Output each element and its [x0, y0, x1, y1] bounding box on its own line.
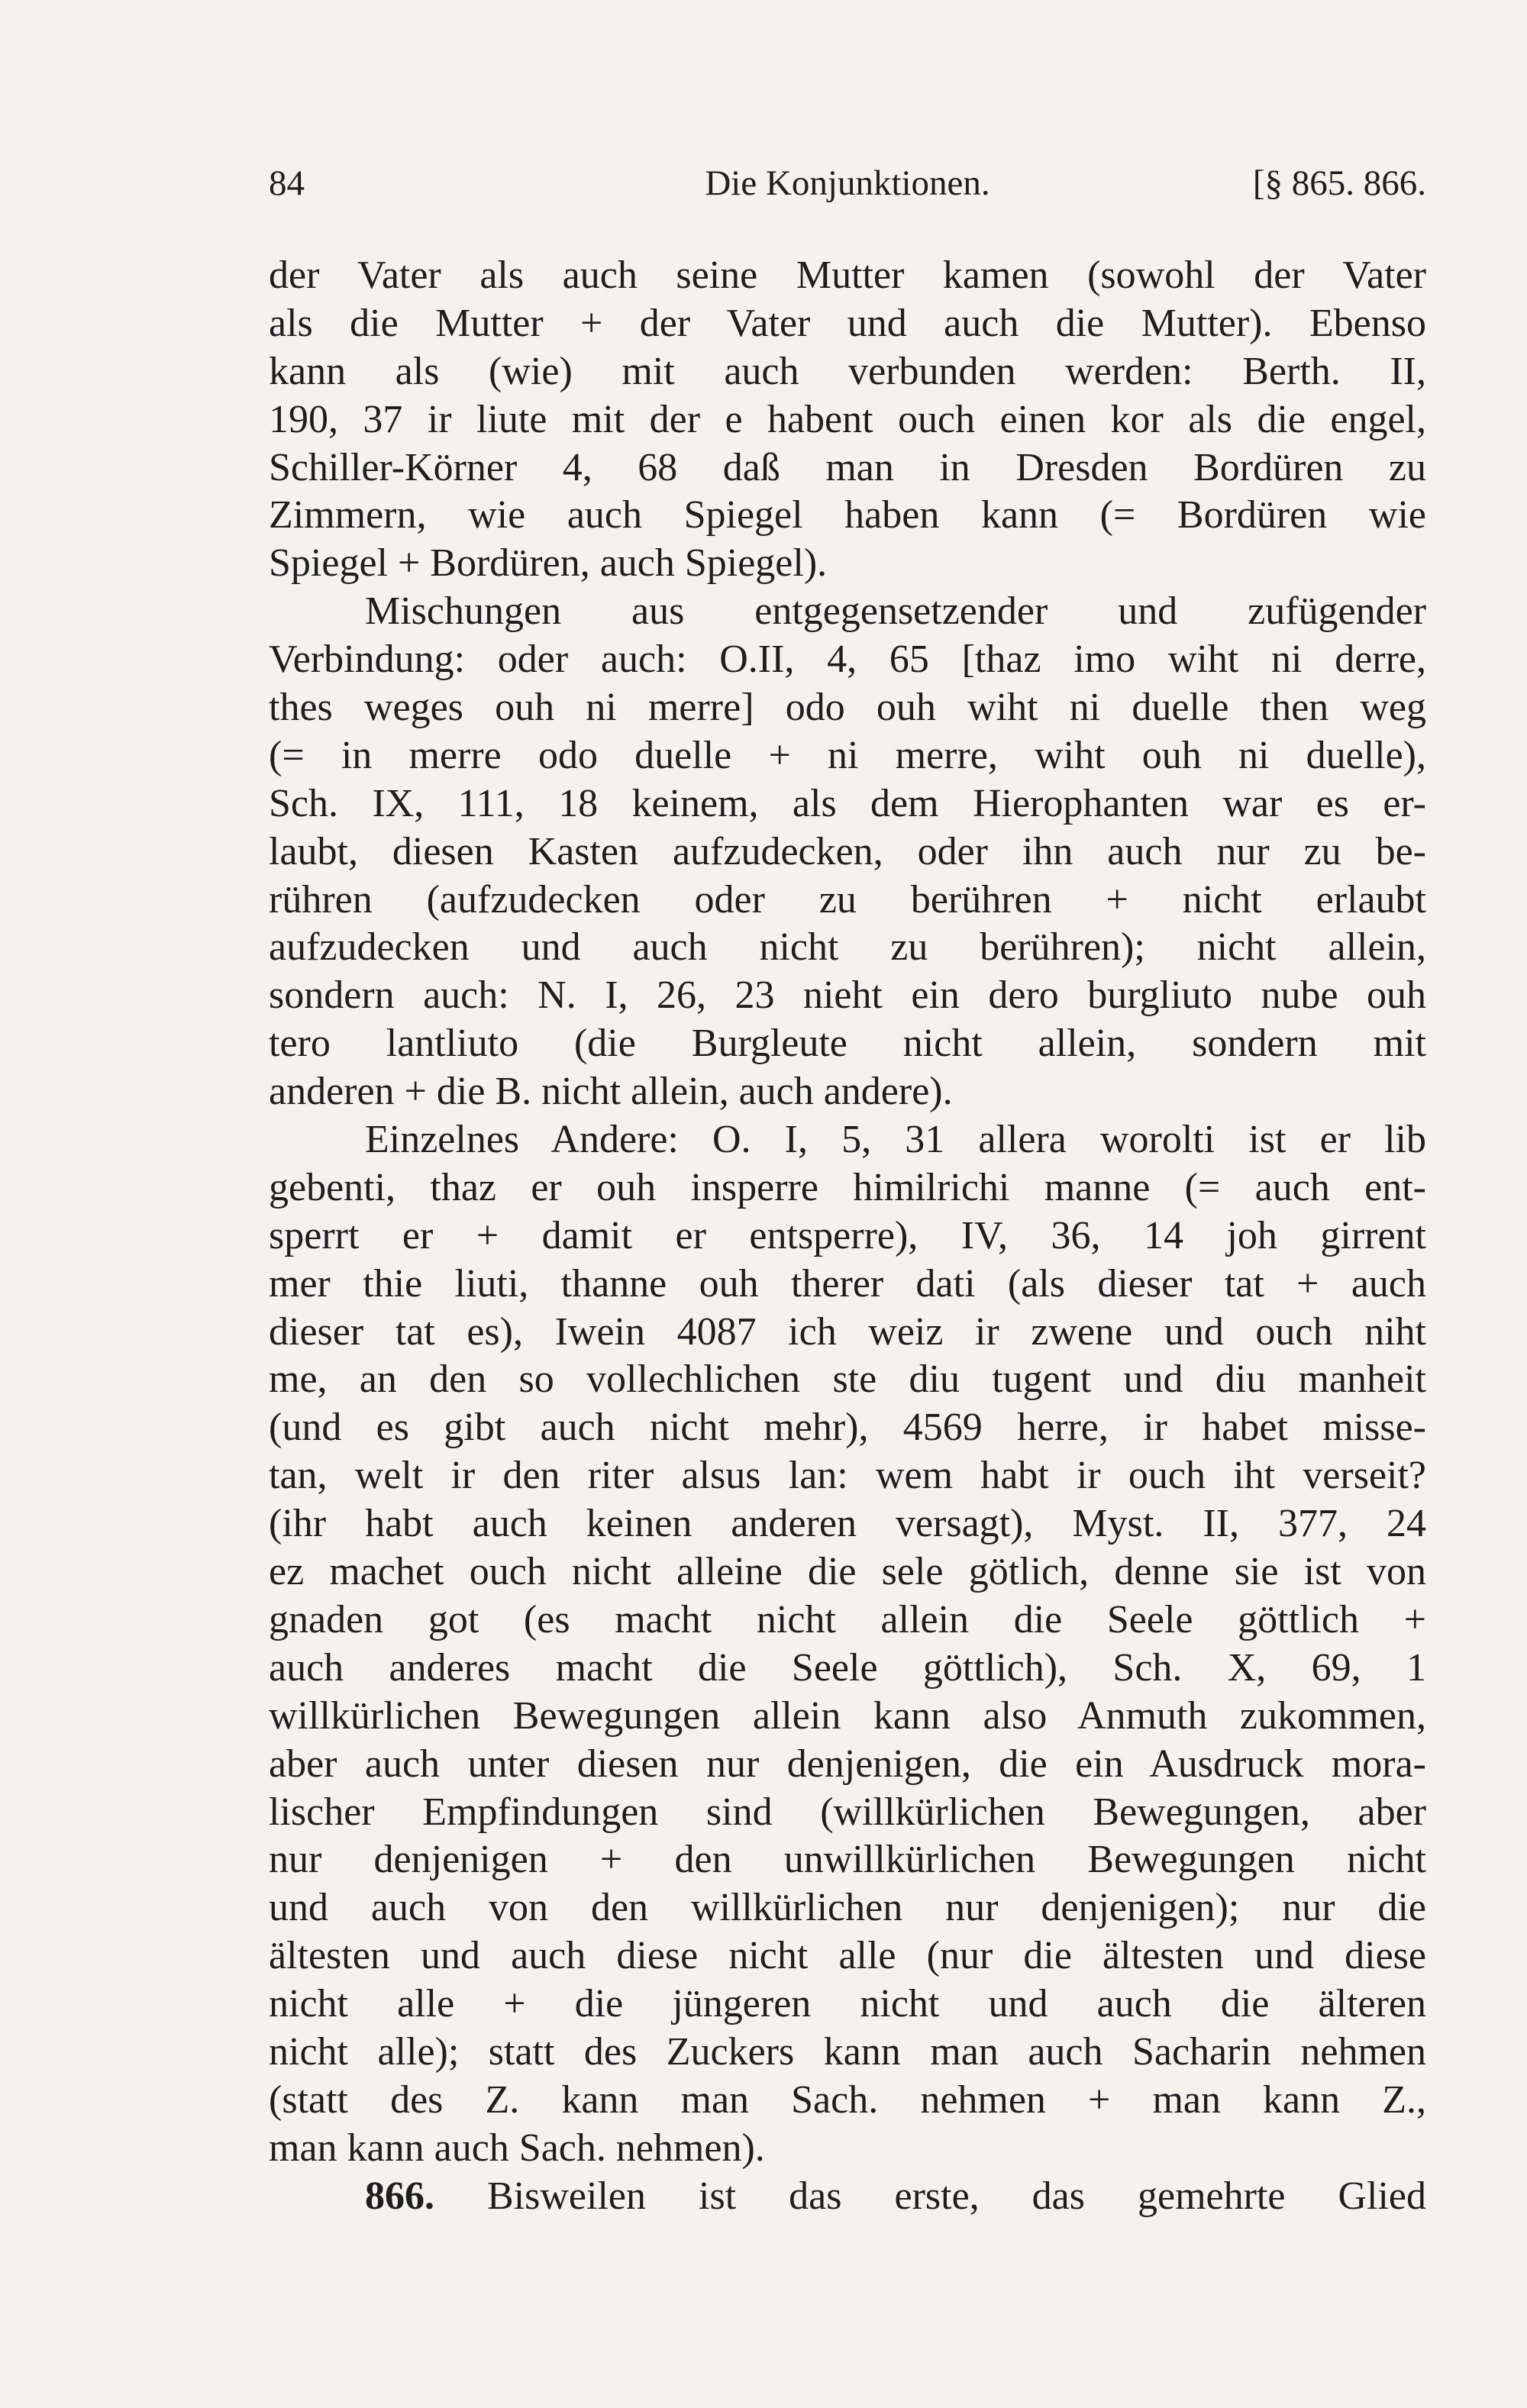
text-line: willkürlichen Bewegungen allein kann also Anmuth zukommen, — [269, 1693, 1426, 1738]
text-line: laubt, diesen Kasten aufzudecken, oder ihn auch nur zu be- — [269, 829, 1426, 873]
text-line: sondern auch: N. I, 26, 23 nieht ein dero burgliuto nube ouh — [269, 973, 1426, 1018]
text-line: Spiegel + Bordüren, auch Spiegel). — [269, 541, 828, 586]
text-line: Einzelnes Andere: O. I, 5, 31 allera worolti ist er lib — [365, 1118, 1426, 1162]
text-line: auch anderes macht die Seele göttlich), Sch. X, 69, 1 — [269, 1645, 1426, 1690]
text-line: dieser tat es), Iwein 4087 ich weiz ir zwene und ouch niht — [269, 1309, 1426, 1354]
text-line: kann als (wie) mit auch verbunden werden: Berth. II, — [269, 349, 1426, 393]
text-line: (ihr habt auch keinen anderen versagt), Myst. II, 377, 24 — [269, 1502, 1426, 1546]
running-title: Die Konjunktionen. — [705, 163, 990, 203]
text-line: Verbindung: oder auch: O.II, 4, 65 [thaz imo wiht ni derre, — [269, 638, 1426, 682]
page-number: 84 — [269, 163, 305, 203]
text-line: und auch von den willkürlichen nur denjenigen); nur die — [269, 1886, 1426, 1930]
text-line: Sch. IX, 111, 18 keinem, als dem Hierophanten war es er- — [269, 781, 1426, 825]
text-line: gnaden got (es macht nicht allein die Seele göttlich + — [269, 1597, 1426, 1641]
section-number: 866. — [365, 2174, 434, 2218]
text-line: aber auch unter diesen nur denjenigen, die ein Ausdruck mora- — [269, 1741, 1426, 1786]
section-text: Bisweilen ist das erste, das gemehrte Glied — [487, 2174, 1426, 2218]
text-line: (statt des Z. kann man Sach. nehmen + man kann Z., — [269, 2077, 1426, 2122]
text-line: nur denjenigen + den unwillkürlichen Bewegungen nicht — [269, 1838, 1426, 1882]
text-line: der Vater als auch seine Mutter kamen (sowohl der Vater — [269, 253, 1426, 297]
text-line: Mischungen aus entgegensetzender und zufügender — [365, 589, 1426, 634]
text-line: nicht alle + die jüngeren nicht und auch die älteren — [269, 1982, 1426, 2026]
text-line: mer thie liuti, thanne ouh therer dati (als dieser tat + auch — [269, 1261, 1426, 1306]
text-line: Zimmern, wie auch Spiegel haben kann (= Bordüren wie — [269, 493, 1426, 537]
text-line: 190, 37 ir liute mit der e habent ouch einen kor als die engel, — [269, 397, 1426, 441]
text-line: sperrt er + damit er entsperre), IV, 36, 14 joh girrent — [269, 1213, 1426, 1257]
text-line: ez machet ouch nicht alleine die sele götlich, denne sie ist von — [269, 1550, 1426, 1594]
text-line: Schiller-Körner 4, 68 daß man in Dresden Bordüren zu — [269, 445, 1426, 489]
text-line: gebenti, thaz er ouh insperre himilrichi manne (= auch ent- — [269, 1165, 1426, 1209]
text-line: ältesten und auch diese nicht alle (nur die ältesten und diese — [269, 1934, 1426, 1978]
text-line: nicht alle); statt des Zuckers kann man auch Sacharin nehmen — [269, 2029, 1426, 2074]
text-line: aufzudecken und auch nicht zu berühren); nicht allein, — [269, 925, 1426, 970]
text-line: me, an den so vollechlichen ste diu tugent und diu manheit — [269, 1357, 1426, 1402]
body-text — [269, 252, 1426, 2221]
text-line: (und es gibt auch nicht mehr), 4569 herre, ir habet misse- — [269, 1406, 1426, 1450]
running-header — [269, 157, 1426, 210]
text-line: als die Mutter + der Vater und auch die Mutter). Ebenso — [269, 301, 1426, 345]
text-line: tan, welt ir den riter alsus lan: wem habt ir ouch iht verseit? — [269, 1454, 1426, 1498]
text-line: rühren (aufzudecken oder zu berühren + nicht erlaubt — [269, 877, 1426, 922]
section-reference: [§ 865. 866. — [1252, 163, 1426, 203]
text-line: anderen + die B. nicht allein, auch andere). — [269, 1070, 953, 1114]
text-line: (= in merre odo duelle + ni merre, wiht ouh ni duelle), — [269, 733, 1426, 777]
text-line: lischer Empfindungen sind (willkürlichen Bewegungen, aber — [269, 1790, 1426, 1834]
section-866-line — [269, 2173, 1426, 2221]
text-line: man kann auch Sach. nehmen). — [269, 2126, 765, 2170]
text-line: thes weges ouh ni merre] odo ouh wiht ni duelle then weg — [269, 686, 1426, 730]
text-line: tero lantliuto (die Burgleute nicht allein, sondern mit — [269, 1022, 1426, 1066]
